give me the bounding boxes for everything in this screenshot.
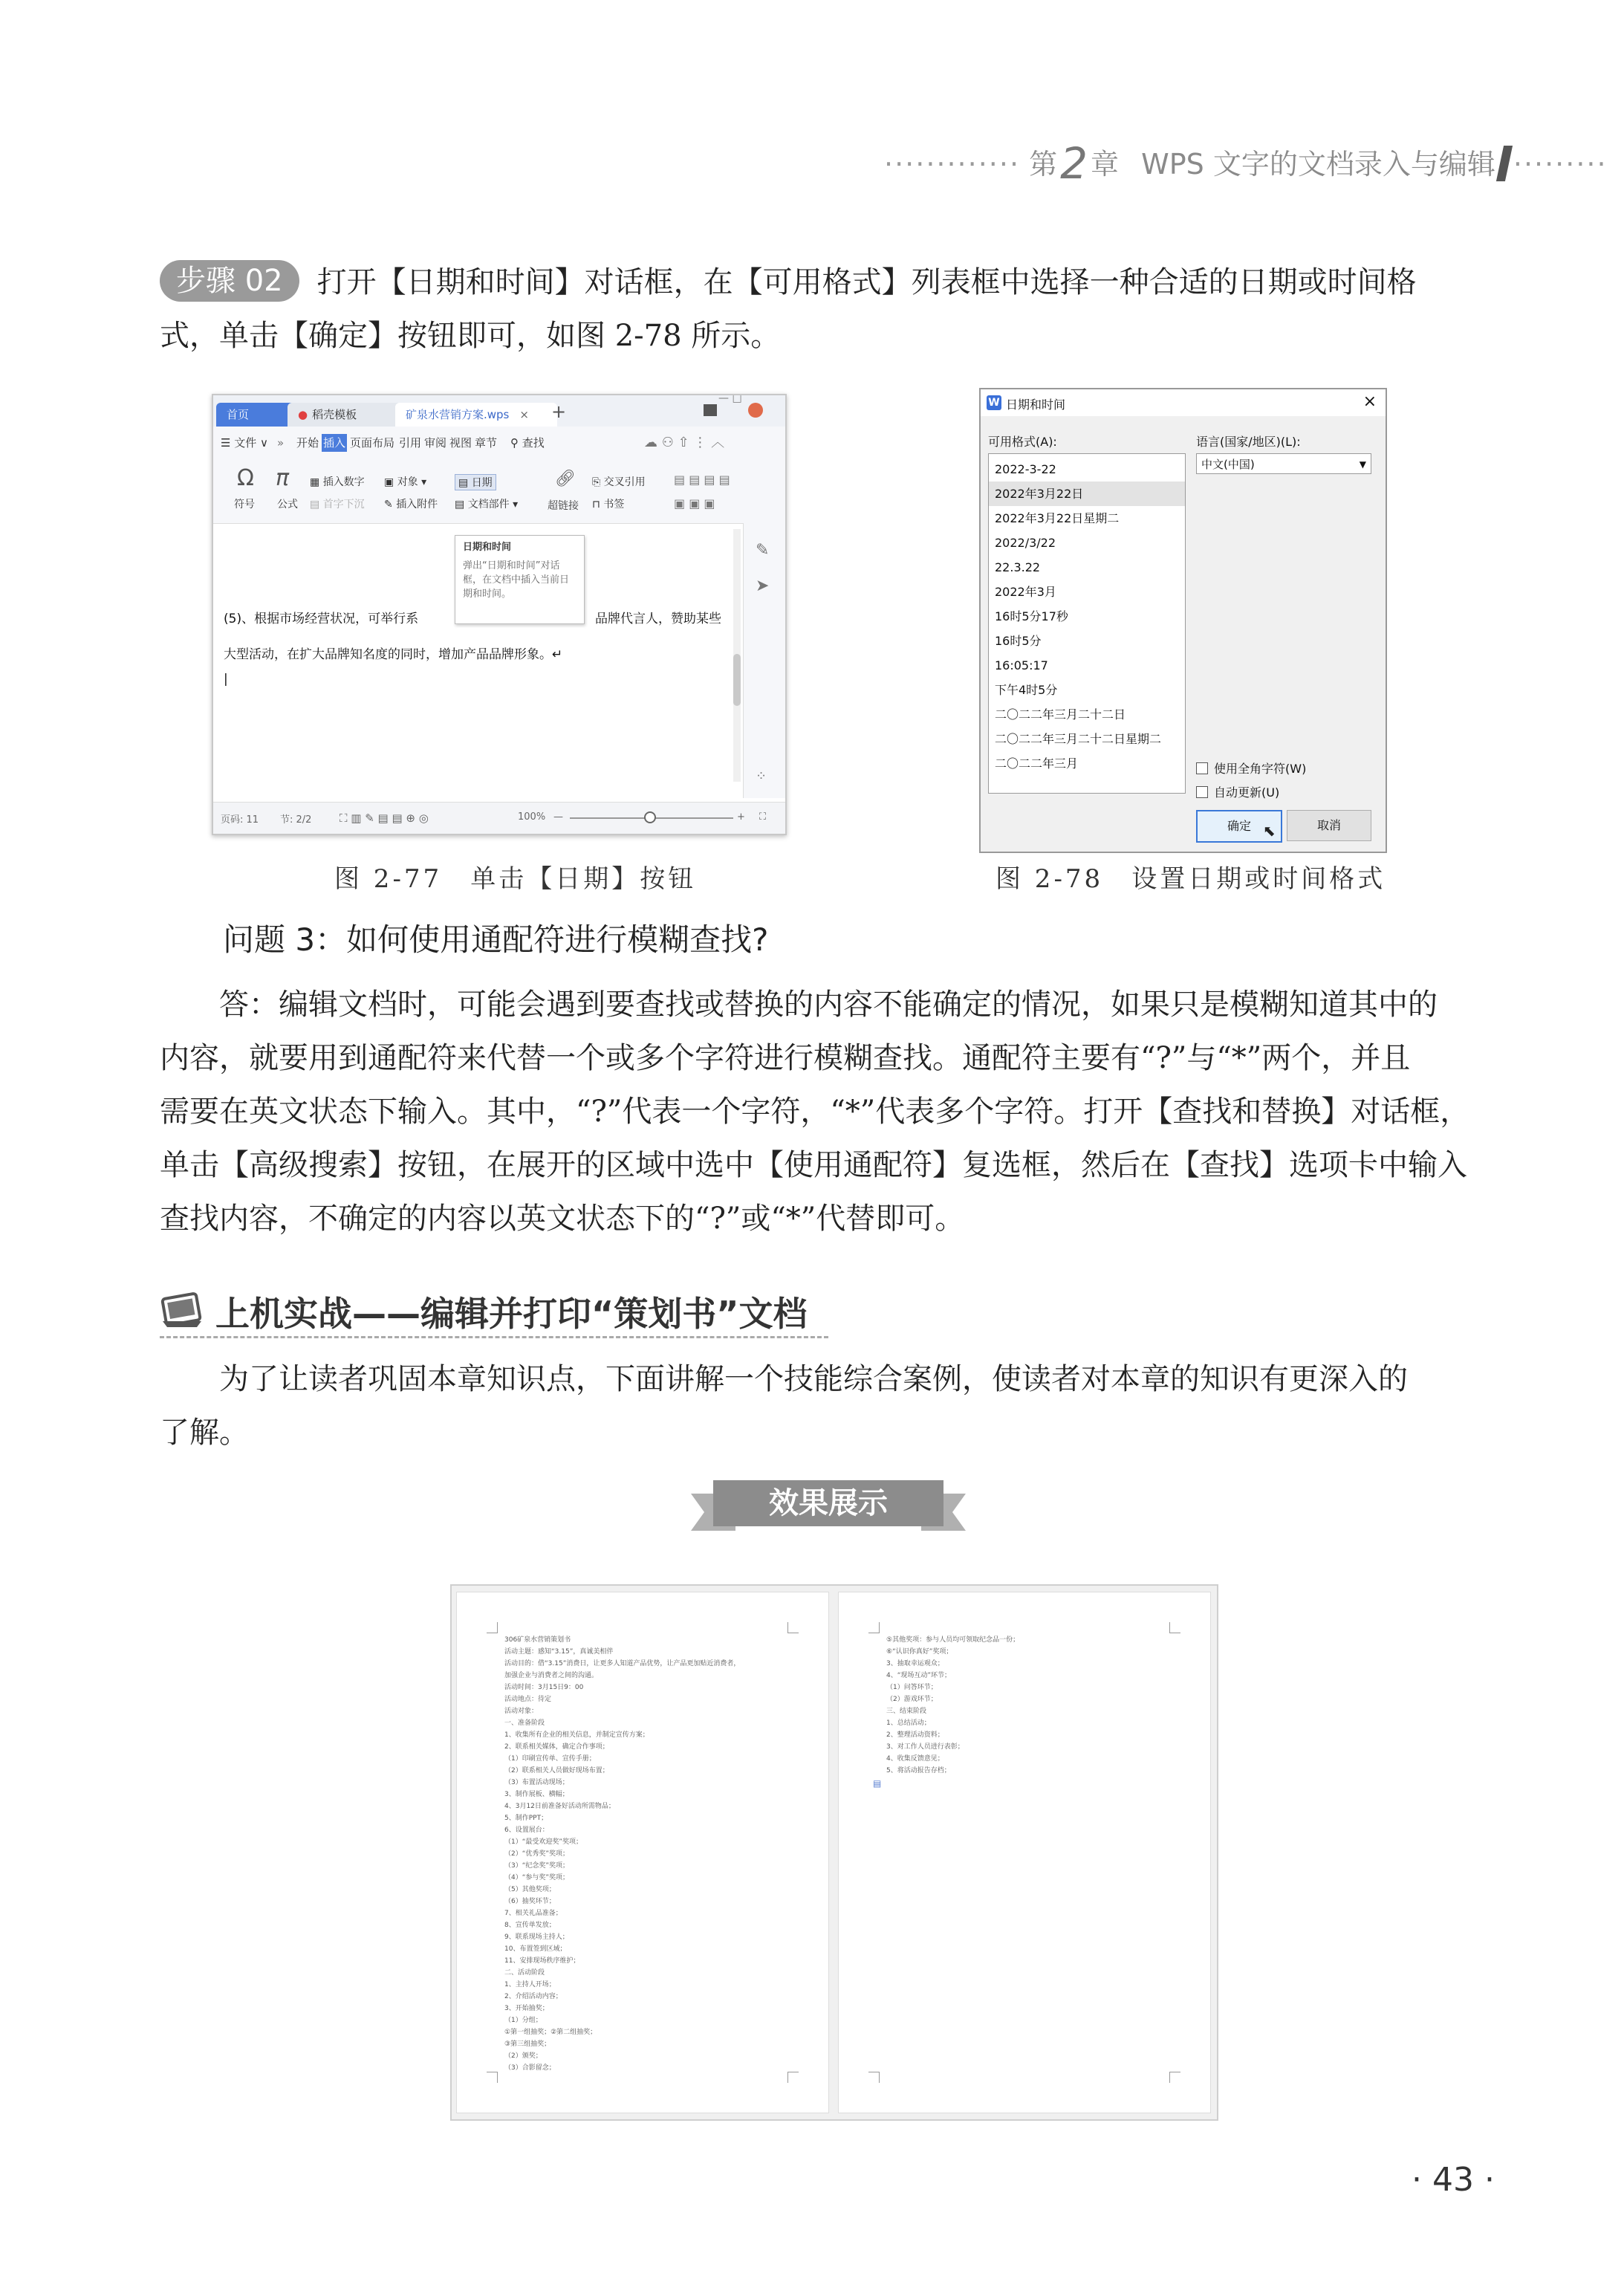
drop-cap-button[interactable]: ▤ 首字下沉 <box>310 499 365 510</box>
crop-mark <box>787 1622 799 1633</box>
header-dots-right: ········· <box>1513 148 1608 181</box>
tooltip-title: 日期和时间 <box>463 542 512 553</box>
close-icon[interactable]: × <box>1362 392 1377 411</box>
fullscreen-icon[interactable]: ⛶ <box>759 811 767 823</box>
menu-start[interactable]: 开始 <box>296 436 319 450</box>
crop-mark <box>1169 1622 1180 1633</box>
ribbon-tools-icons[interactable]: ☁ ⚇ ⇧ ⋮ ︿ <box>644 435 725 450</box>
crop-mark <box>868 2072 880 2083</box>
text-cursor: | <box>224 672 228 687</box>
dialog-titlebar <box>981 389 1386 416</box>
crop-mark <box>1169 2072 1180 2083</box>
tab-document[interactable] <box>395 403 557 427</box>
menu-layout[interactable]: 页面布局 <box>350 436 395 450</box>
sample-line: ⑤其他奖项：参与人员均可领取纪念品一份； <box>886 1636 1020 1644</box>
computer-practice-icon <box>160 1289 204 1330</box>
format-item[interactable]: 二〇二二年三月二十二日 <box>995 707 1126 722</box>
tab-template[interactable] <box>288 403 405 427</box>
sample-line: 活动地点：待定 <box>504 1696 552 1703</box>
section-heading <box>160 1284 828 1336</box>
window-menu-icon[interactable] <box>704 404 717 416</box>
omega-symbol-icon[interactable]: Ω <box>237 465 254 491</box>
format-item-selected[interactable]: 2022年3月22日 <box>989 482 1185 506</box>
menu-file-label: 文件 <box>234 436 257 450</box>
date-label: 日期 <box>471 477 493 489</box>
sample-line: ⑥“认识你真好”奖项； <box>886 1648 953 1656</box>
menu-insert[interactable]: 插入 <box>322 434 347 452</box>
format-item[interactable]: 16时5分17秒 <box>995 609 1068 623</box>
result-pages-preview <box>450 1584 1218 2121</box>
paste-options-icon: ▤ <box>873 1778 882 1789</box>
answer-line: 需要在英文状态下输入。其中，“?”代表一个字符，“*”代表多个字符。打开【查找和替换】对话框， <box>160 1095 1470 1129</box>
close-icon[interactable]: × <box>519 408 529 421</box>
sample-line: （3）“纪念奖”奖项； <box>504 1862 570 1870</box>
sample-line: 加强企业与消费者之间的沟通。 <box>504 1672 599 1679</box>
intro-line-1: 为了让读者巩固本章知识点，下面讲解一个技能综合案例，使读者对本章的知识有更深入的 <box>219 1362 1408 1396</box>
format-item[interactable]: 二〇二二年三月二十二日星期二 <box>995 732 1162 746</box>
format-item[interactable]: 2022-3-22 <box>995 462 1056 476</box>
status-page: 页码: 11 <box>221 814 259 826</box>
crop-mark <box>868 1622 880 1633</box>
sample-line: 三、结束阶段 <box>886 1708 927 1715</box>
docer-icon: ● <box>298 408 308 421</box>
language-select[interactable] <box>1196 453 1371 474</box>
menu-more-icon[interactable]: » <box>277 436 285 450</box>
zoom-slider-handle[interactable] <box>644 811 656 823</box>
format-item[interactable]: 二〇二二年三月 <box>995 756 1079 771</box>
sample-line: 活动时间：3月15日9：00 <box>504 1684 584 1691</box>
tab-home[interactable]: 首页 <box>216 403 295 427</box>
status-bar <box>213 802 785 834</box>
new-tab-icon[interactable]: + <box>551 401 567 422</box>
cross-reference-label: 交叉引用 <box>603 476 646 488</box>
step-text-line2: 式，单击【确定】按钮即可，如图 2-78 所示。 <box>160 319 781 353</box>
figure-2-caption: 图 2-78 设置日期或时间格式 <box>995 864 1386 894</box>
sample-line: 9、联系现场主持人； <box>504 1933 569 1941</box>
sample-line: 活动目的：借“3.15”消费日，让更多人知道产品优势，让产品更加贴近消费者， <box>504 1660 741 1667</box>
insert-attachment-label: 插入附件 <box>396 499 438 510</box>
sample-line: 4、“现场互动”环节； <box>886 1672 952 1679</box>
sample-line: 2、联系相关媒体，确定合作事项； <box>504 1743 609 1751</box>
avatar[interactable] <box>748 403 763 418</box>
fullwidth-checkbox[interactable] <box>1196 759 1306 777</box>
sample-line: （3）合影留念； <box>504 2064 556 2072</box>
sample-line: 1、主持人开场； <box>504 1981 556 1988</box>
language-select-value: 中文(中国) <box>1201 458 1255 471</box>
fullwidth-label: 使用全角字符(W) <box>1214 762 1307 776</box>
link-icon[interactable]: 🔗︎ <box>555 470 576 488</box>
bookmark-label: 书签 <box>603 499 625 510</box>
zoom-level[interactable]: 100% <box>518 811 546 823</box>
cross-reference-button[interactable]: ⎘ 交叉引用 <box>592 476 646 488</box>
sample-line: 3、抽取幸运观众； <box>886 1660 944 1667</box>
answer-line: 查找内容，不确定的内容以英文状态下的“?”或“*”代替即可。 <box>160 1202 965 1236</box>
date-time-dialog <box>979 388 1387 853</box>
language-label: 语言(国家/地区)(L): <box>1196 435 1301 449</box>
object-label: 对象 <box>397 476 418 488</box>
sample-line: （1）印刷宣传单、宣传手册； <box>504 1755 596 1763</box>
answer-line: 单击【高级搜索】按钮，在展开的区域中选中【使用通配符】复选框，然后在【查找】选项卡中输入 <box>160 1148 1467 1182</box>
wps-window-screenshot <box>212 394 787 835</box>
insert-number-button[interactable]: ▦ 插入数字 <box>310 476 365 488</box>
crop-mark <box>487 2072 498 2083</box>
sample-line: 8、宣传单发放； <box>504 1922 556 1929</box>
object-button[interactable]: ▣ 对象 ▾ <box>384 476 427 488</box>
crop-mark <box>787 2072 799 2083</box>
date-button[interactable]: ▤ 日期 <box>455 474 496 490</box>
section-divider <box>160 1336 828 1338</box>
sample-line: 306矿泉水营销策划书 <box>504 1636 571 1644</box>
sample-line: （6）抽奖环节； <box>504 1898 556 1905</box>
intro-line-2: 了解。 <box>160 1416 249 1450</box>
sample-line: 11、安排现场秩序维护； <box>504 1957 580 1965</box>
page-number: · 43 · <box>1412 2161 1495 2199</box>
chapter-prefix: 第 <box>1029 148 1058 181</box>
doc-line-1a: (5)、根据市场经营状况，可举行系 <box>224 612 419 626</box>
mouse-pointer-icon: ⬉ <box>1263 822 1276 840</box>
checkbox-box[interactable] <box>1196 762 1208 774</box>
symbol-button[interactable]: 符号 <box>234 499 255 510</box>
autoupdate-label: 自动更新(U) <box>1214 785 1280 800</box>
chevron-down-icon: ▼ <box>1359 459 1366 470</box>
sample-line: 3、开始抽奖； <box>504 2005 549 2012</box>
ribbon <box>213 427 785 524</box>
ribbon-small-icons[interactable]: ▤ ▤ ▤ ▤ <box>674 473 730 487</box>
section-title: 上机实战——编辑并打印“策划书”文档 <box>215 1294 808 1334</box>
menu-reference[interactable]: 引用 <box>399 436 422 450</box>
sample-line: （2）“优秀奖”奖项； <box>504 1850 570 1858</box>
answer-line: 内容，就要用到通配符来代替一个或多个字符进行模糊查找。通配符主要有“?”与“*”两个，并且 <box>160 1041 1411 1075</box>
sample-line: ③第三组抽奖； <box>504 2040 551 2048</box>
window-controls[interactable]: — □ <box>718 394 742 404</box>
formats-listbox[interactable] <box>988 453 1186 794</box>
sample-line: 3、对工作人员进行表彰； <box>886 1743 964 1751</box>
menu-file[interactable]: ☰ 文件 ∨ <box>221 436 268 450</box>
sample-line: 7、相关礼品准备； <box>504 1910 562 1917</box>
tab-bar <box>213 395 785 427</box>
sample-line: （1）“最受欢迎奖”奖项； <box>504 1838 583 1846</box>
sample-line: 2、介绍活动内容； <box>504 1993 562 2000</box>
tab-template-label: 稻壳模板 <box>312 408 357 421</box>
sample-line: 2、整理活动资料； <box>886 1731 944 1739</box>
autoupdate-checkbox[interactable] <box>1196 783 1279 800</box>
sample-line: 6、设置展台： <box>504 1826 549 1834</box>
sample-line: （3）布置活动现场； <box>504 1779 569 1786</box>
running-header <box>884 138 1608 189</box>
doc-line-1b: 品牌代言人，赞助某些 <box>595 612 721 626</box>
sample-line: 活动对象： <box>504 1708 539 1715</box>
menu-find[interactable]: ⚲ 查找 <box>510 436 545 450</box>
available-formats-label: 可用格式(A): <box>988 435 1057 449</box>
menu-chapter[interactable]: 章节 <box>475 436 498 450</box>
pointer-icon[interactable]: ➤ <box>756 577 770 595</box>
effect-label: 效果展示 <box>713 1480 943 1526</box>
sample-line: 二、活动阶段 <box>504 1969 545 1977</box>
sample-line: （4）“参与奖”奖项； <box>504 1874 570 1881</box>
sample-line: 一、准备阶段 <box>504 1719 545 1727</box>
sample-line: 10、布置签到区域； <box>504 1945 567 1953</box>
menu-review[interactable]: 审阅 <box>424 436 447 450</box>
question-title: 问题 3：如何使用通配符进行模糊查找? <box>223 921 769 958</box>
hyperlink-button[interactable]: 超链接 <box>548 500 579 512</box>
step-paragraph <box>160 256 1497 363</box>
answer-paragraph <box>160 978 1497 1245</box>
zoom-in-icon[interactable]: + <box>737 811 745 823</box>
header-bar <box>1496 146 1513 181</box>
sample-page-right <box>838 1592 1211 2113</box>
checkbox-box[interactable] <box>1196 786 1208 798</box>
format-item[interactable]: 2022/3/22 <box>995 536 1056 550</box>
sample-line: 5、制作PPT； <box>504 1815 548 1822</box>
figure-1-caption: 图 2-77 单击【日期】按钮 <box>334 864 697 894</box>
view-mode-icons[interactable]: ⛶ ▥ ✎ ▤ ▤ ⊕ ◎ <box>340 811 429 825</box>
sample-line: （1）问答环节； <box>886 1684 938 1691</box>
date-tooltip <box>455 535 585 624</box>
sample-line: 活动主题：感知“3.15”，真诚美相伴 <box>504 1648 614 1656</box>
sample-line: 5、将活动报告存档； <box>886 1767 951 1774</box>
crop-mark <box>487 1622 498 1633</box>
bookmark-button[interactable]: ⊓ 书签 <box>592 499 625 510</box>
status-section: 节: 2/2 <box>280 814 312 826</box>
apps-icon[interactable]: ⁘ <box>756 768 767 784</box>
chapter-suffix: 章 <box>1091 148 1120 181</box>
doc-part-button[interactable]: ▤ 文档部件 ▾ <box>455 499 519 510</box>
sample-line: （2）游戏环节； <box>886 1696 938 1703</box>
format-item[interactable]: 16:05:17 <box>995 658 1048 672</box>
drop-cap-label: 首字下沉 <box>322 499 365 510</box>
menu-find-label: 查找 <box>522 436 545 450</box>
zoom-out-icon[interactable]: — <box>553 811 563 823</box>
tooltip-description: 弹出“日期和时间”对话框，在文档中插入当前日期和时间。 <box>463 560 570 600</box>
format-item[interactable]: 16时5分 <box>995 634 1042 648</box>
sample-line: （2）联系相关人员做好现场布置； <box>504 1767 609 1774</box>
menu-view[interactable]: 视图 <box>449 436 472 450</box>
step-badge: 步骤 02 <box>160 260 299 302</box>
sample-line: 1、总结活动； <box>886 1719 931 1727</box>
dialog-title: 日期和时间 <box>1006 398 1066 412</box>
chapter-title: WPS 文字的文档录入与编辑 <box>1141 148 1495 181</box>
tab-document-label: 矿泉水营销方案.wps <box>406 408 510 421</box>
sample-line: （5）其他奖项； <box>504 1886 556 1893</box>
doc-part-label: 文档部件 <box>467 499 510 510</box>
sample-line: 4、3月12日前准备好活动所需物品； <box>504 1803 615 1810</box>
sample-line: 4、收集反馈意见； <box>886 1755 944 1763</box>
side-panel <box>743 523 785 798</box>
sample-line: 1、收集所有企业的相关信息，并制定宣传方案； <box>504 1731 649 1739</box>
header-dots-left: ············· <box>884 148 1021 181</box>
answer-line: 答：编辑文档时，可能会遇到要查找或替换的内容不能确定的情况，如果只是模糊知道其中的 <box>219 988 1438 1022</box>
intro-paragraph <box>160 1352 1497 1459</box>
step-text-line1: 打开【日期和时间】对话框，在【可用格式】列表框中选择一种合适的日期或时间格 <box>316 265 1417 299</box>
pen-icon[interactable]: ✎ <box>756 541 770 560</box>
effect-ribbon <box>691 1480 966 1532</box>
format-item[interactable]: 2022年3月 <box>995 585 1056 599</box>
wps-logo-icon: W <box>987 395 1001 410</box>
vertical-scrollbar[interactable] <box>733 529 741 782</box>
doc-line-2: 大型活动，在扩大品牌知名度的同时，增加产品品牌形象。↵ <box>224 647 563 662</box>
ribbon-small-icons-2[interactable]: ▣ ▣ ▣ <box>674 496 715 510</box>
insert-number-label: 插入数字 <box>322 476 365 488</box>
ok-button[interactable]: 确定 <box>1196 810 1282 843</box>
insert-attachment-button[interactable]: ✎ 插入附件 <box>384 499 438 510</box>
scrollbar-thumb[interactable] <box>733 654 741 706</box>
sample-line: （2）颁奖； <box>504 2052 542 2060</box>
format-item[interactable]: 22.3.22 <box>995 560 1041 574</box>
sample-page-left <box>456 1592 829 2113</box>
sample-line: （1）分组； <box>504 2017 542 2024</box>
formula-button[interactable]: 公式 <box>277 499 298 510</box>
chapter-number: 2 <box>1060 138 1088 189</box>
sample-line: ①第一组抽奖；②第二组抽奖； <box>504 2029 597 2036</box>
pi-formula-icon[interactable]: π <box>276 465 290 491</box>
sample-line: 3、制作展板、横幅； <box>504 1791 569 1798</box>
cancel-button[interactable]: 取消 <box>1287 810 1371 841</box>
format-item[interactable]: 下午4时5分 <box>995 683 1058 697</box>
format-item[interactable]: 2022年3月22日星期二 <box>995 511 1120 525</box>
